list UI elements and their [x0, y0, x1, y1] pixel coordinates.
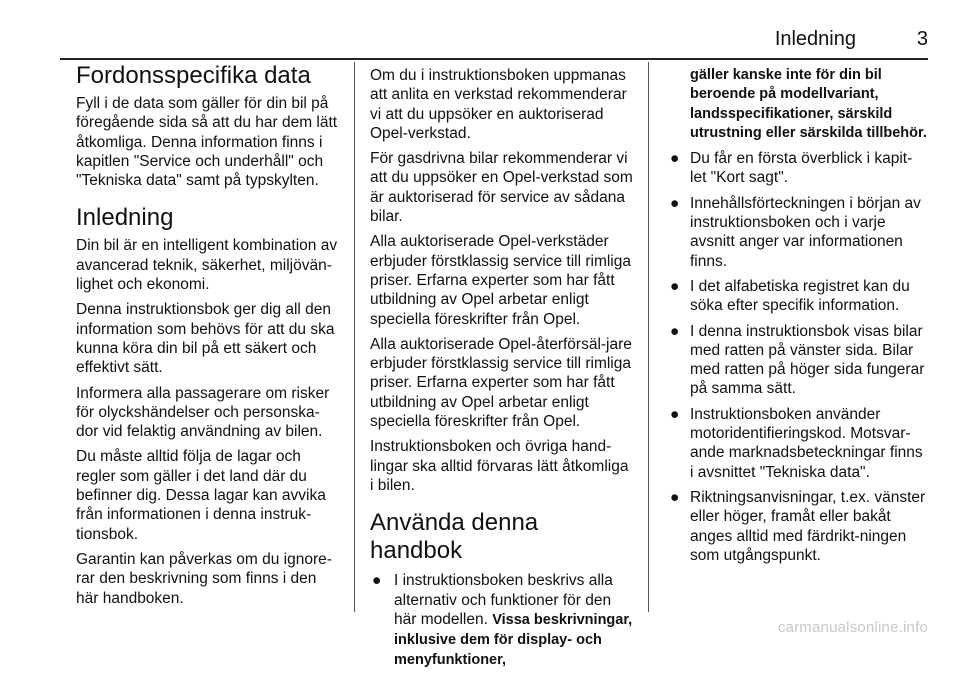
bullet-icon: ● [670, 405, 680, 423]
bullet-icon: ● [670, 488, 680, 506]
paragraph: Din bil är en intelligent kombination av avancerad teknik, säkerhet, miljövän-lighet och ekonomi. [76, 237, 338, 294]
bullet-list [370, 571, 634, 670]
paragraph: Instruktionsboken och övriga hand-lingar ska alltid förvaras lätt åtkomliga i bilen. [370, 438, 629, 494]
heading-vehicle-data: Fordonsspecifika data [76, 62, 311, 89]
column-3 [666, 66, 928, 571]
column-1 [76, 62, 342, 614]
paragraph: Alla auktoriserade Opel-återförsäl-jare erbjuder förstklassig service till rimliga priser. Erfarna experter som har fått utbildning av Opel arbetar enligt speciella föreskrifter från Opel. [370, 335, 632, 431]
list-item-text: I det alfabetiska registret kan du söka efter specifik information. [690, 277, 910, 315]
paragraph: Om du i instruktionsboken uppmanas att anlita en verkstad rekommenderar vi att du uppsöker en auktoriserad Opel-verkstad. [370, 67, 627, 142]
bullet-continuation: gäller kanske inte för din bil beroende på modellvariant, landsspecifikationer, särskild utrustning eller särskilda tillbehör. [690, 67, 927, 141]
header-rule [60, 58, 928, 60]
bullet-list [666, 149, 928, 565]
page-number: 3 [916, 28, 928, 50]
paragraph: Du måste alltid följa de lagar och regler som gäller i det land där du befinner dig. Dessa lagar kan avvika från informationen i denna instruk-tionsbok. [76, 448, 326, 543]
list-item [666, 405, 928, 482]
list-item [370, 571, 634, 670]
paragraph: Alla auktoriserade Opel-verkstäder erbjuder förstklassig service till rimliga priser. Erfarna experter som har fått utbildning av Opel arbetar enligt speciella föreskrifter från Opel. [370, 233, 631, 328]
list-item-text: Riktningsanvisningar, t.ex. vänster eller höger, framåt eller bakåt anges alltid med färdrikt-ningen som utgångspunkt. [690, 488, 926, 564]
list-item-text: Instruktionsboken använder motoridentifieringskod. Motsvar-ande marknadsbeteckningar finns i avsnittet "Tekniska data". [690, 405, 923, 481]
list-item [666, 488, 928, 565]
paragraph: Garantin kan påverkas om du ignore-rar den beskrivning som finns i den här handboken. [76, 550, 332, 607]
column-divider-2 [648, 62, 649, 612]
heading-using-handbook: Använda denna handbok [370, 509, 539, 565]
page-header [60, 28, 928, 54]
bullet-icon: ● [670, 322, 680, 340]
column-2 [370, 66, 634, 677]
list-item [666, 322, 928, 399]
bullet-icon: ● [670, 194, 680, 212]
watermark: carmanualsonline.info [777, 619, 928, 636]
list-item [666, 149, 928, 188]
list-item-text: Du får en första överblick i kapit-let "Kort sagt". [690, 150, 913, 187]
list-item [666, 277, 928, 316]
list-item-text: I denna instruktionsbok visas bilar med ratten på vänster sida. Bilar med ratten på höger sida fungerar på samma sätt. [690, 322, 925, 398]
list-item-text: Innehållsförteckningen i början av instruktionsboken och i varje avsnitt anger var informationen finns. [690, 194, 921, 270]
bullet-icon: ● [670, 277, 680, 295]
bullet-icon: ● [372, 572, 382, 590]
list-item-text: I instruktionsboken beskrivs alla alternativ och funktioner för den här modellen. [394, 572, 613, 628]
paragraph: Denna instruktionsbok ger dig all den information som behövs för att du ska kunna köra din bil på ett säkert och effektivt sätt. [76, 301, 335, 377]
paragraph: För gasdrivna bilar rekommenderar vi att du uppsöker en Opel-verkstad som är auktoriserad för service av sådana bilar. [370, 150, 633, 226]
column-divider-1 [354, 62, 355, 612]
bullet-icon: ● [670, 150, 680, 168]
running-title: Inledning [774, 28, 856, 50]
heading-introduction: Inledning [76, 204, 174, 232]
paragraph: Informera alla passagerare om risker för olyckshändelser och personska-dor vid felaktig användning av bilen. [76, 384, 330, 441]
list-item-bold-text: Vissa beskrivningar, inklusive dem för display- och menyfunktioner, [394, 611, 633, 669]
paragraph: Fyll i de data som gäller för din bil på föregående sida så att du har dem lätt åtkomliga. Denna information finns i kapitlen "Service och underhåll" och "Tekniska data" samt på typskylten. [76, 95, 338, 190]
list-item [666, 194, 928, 271]
